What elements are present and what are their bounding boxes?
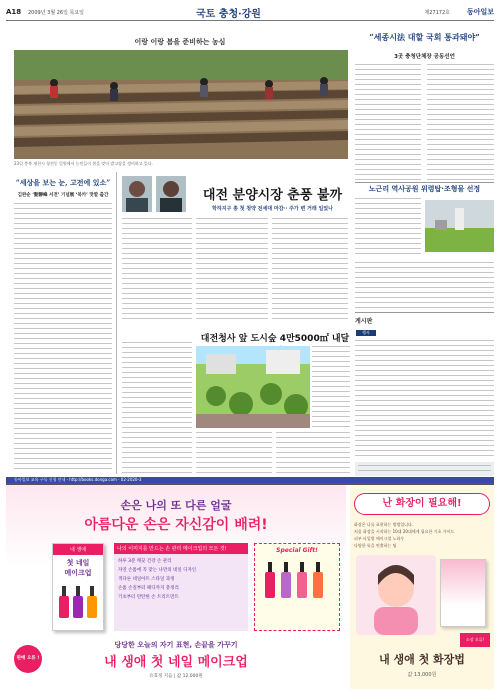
issue-date: 2009년 3월 26일 목요일	[28, 10, 85, 16]
nail-ad-brand: 유효정 지음 | 값 12,000원	[149, 674, 203, 679]
advertisement	[6, 483, 494, 687]
page-header	[6, 4, 494, 21]
right-top-title: “세종시法 대할 국회 통과돼야”	[369, 32, 480, 42]
makeup-ad-line: 처음 화장을 시작하는 10대 20대에게 필요한 기초 가이드	[354, 529, 455, 534]
main-body-1	[122, 218, 192, 322]
nail-ad-tagline: 손은 나의 또 다른 얼굴	[120, 499, 232, 512]
second-body-3	[196, 432, 272, 474]
left-column-body	[14, 203, 112, 473]
notices-title: 게시판	[355, 318, 373, 325]
makeup-ad-line: 피부 타입별 메이크업 노하우	[354, 536, 405, 541]
nail-book-cover	[52, 543, 104, 631]
nail-ad-badge: 판매 오류 !	[14, 645, 42, 673]
nail-book-subtitle-2: 메이크업	[64, 569, 92, 577]
makeup-book-cover	[440, 559, 486, 627]
second-body-2	[312, 346, 350, 428]
section-title: 국토 충청·강원	[196, 9, 261, 20]
footer-strip: 동아일보 교육 구독 신청 안내 · http://books.donga.com · 02-2020-3	[6, 477, 494, 483]
notice-footer-box	[355, 462, 494, 476]
special-gift-box	[254, 543, 340, 631]
issue-number: 제27172호	[424, 10, 450, 16]
nogeunri-body-2	[355, 262, 494, 308]
makeup-ad-headline: 난 화장이 필요해!	[354, 493, 490, 515]
right-top-body-2	[427, 64, 494, 182]
main-subhead: 학하지구 총 첫 청약 전세대 마감·· 주가 변 거래 일었나	[212, 206, 333, 212]
paper-name: 동아일보	[466, 8, 494, 16]
nail-bullet: 하루 3분 깨끗 건강 손 관리	[118, 559, 172, 564]
nail-bullet: 손톱 손질부터 패디까지 총정리	[118, 586, 179, 591]
column-rule	[116, 172, 117, 474]
farm-field-photo	[14, 50, 348, 159]
makeup-ad-line: 다양한 룩을 연출하는 팁	[354, 543, 397, 548]
makeup-ad-title: 내 생애 첫 화장법	[379, 653, 465, 666]
nail-bullets-box	[114, 543, 248, 631]
notice-badge: 행사	[356, 330, 376, 336]
top-photo-title: 이랑 이랑 봄을 준비하는 농심	[134, 38, 226, 46]
nogeunri-headline: 노근리 역사공원 위령탑·조형물 선정	[368, 185, 481, 193]
right-top-subtitle: 3곳 충청단체장 공동선언	[394, 54, 455, 60]
divider	[355, 182, 494, 183]
second-body-4	[276, 432, 350, 474]
makeup-ad-line: 화장은 나를 표현하는 방법입니다.	[354, 522, 414, 527]
nail-bullet-header: 나의 이미지를 만드는 손 관리 메이크업의 모든 것!	[114, 543, 248, 554]
nail-book-title: 내 생애	[53, 544, 103, 555]
memorial-photo	[425, 200, 494, 252]
nail-ad	[6, 485, 346, 689]
top-photo-credit: 23일 충북 제천시 청전동 일원에서 농민들이 봄을 맞아 밭고랑을 정비하고 있다.	[14, 161, 153, 166]
makeup-ad-badge: 소장 오류!	[460, 633, 490, 647]
right-top-body-1	[355, 64, 421, 182]
main-body-3	[272, 218, 348, 322]
left-column-title: “세상을 보는 눈, 고전에 있소”	[15, 178, 111, 187]
nail-ad-headline: 아름다운 손은 자신감이 배려!	[84, 517, 268, 533]
nail-bullet: 기초부터 탄탄한 손 트리트먼트	[118, 595, 179, 600]
nail-bullet: 자연 손톱에 꼭 맞는 나만의 네일 디자인	[118, 568, 197, 573]
divider	[355, 312, 494, 313]
portrait-photo-2	[156, 176, 186, 212]
nail-book-subtitle: 첫 네일	[66, 559, 90, 567]
makeup-ad	[350, 485, 494, 689]
nogeunri-body	[355, 198, 421, 258]
nail-ad-bottom-title: 내 생애 첫 네일 메이크업	[104, 655, 248, 670]
second-headline: 대전청사 앞 도시숲 4만5000㎡ 내달	[200, 334, 350, 344]
page-number: A18	[6, 8, 22, 16]
main-body-2	[196, 218, 268, 322]
makeup-ad-price: 값 13,000원	[407, 672, 437, 678]
nail-polish-icon	[53, 578, 103, 623]
notices-body	[355, 340, 494, 460]
right-top-column	[355, 32, 494, 182]
portrait-photo-1	[122, 176, 152, 212]
second-body-1	[122, 342, 192, 474]
special-gift-label: Special Gift!	[276, 547, 318, 554]
makeup-model-photo	[356, 555, 436, 635]
nail-bullet: 색다른 네일아트 스타일 과정	[118, 577, 175, 582]
main-headline: 대전 분양시장 춘풍 불까	[202, 188, 343, 203]
forest-photo	[196, 346, 310, 428]
left-column-subtitle: 김완순 ‘動靜峰 서전’ 기념展 ‘북카’ 맛깔 출간	[17, 193, 109, 198]
gift-polish-icon	[255, 558, 339, 608]
nail-ad-bottom-text: 당당한 오늘의 자기 표현, 손끝을 가꾸기	[114, 641, 238, 649]
